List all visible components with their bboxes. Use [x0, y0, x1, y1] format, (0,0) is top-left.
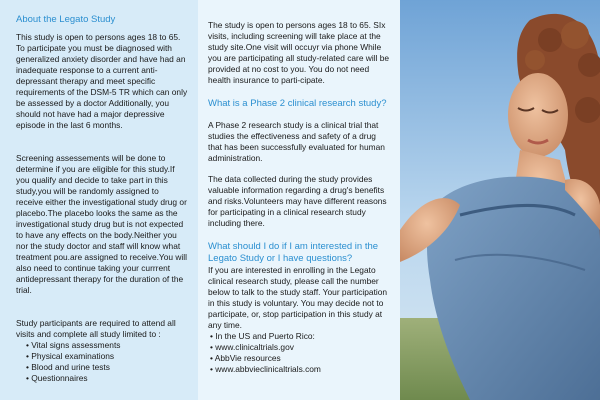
about-heading: About the Legato Study — [16, 14, 116, 25]
phase2-paragraph: A Phase 2 research study is a clinical trial that studies the effectiveness and safety of a drug that has been successfully evaluated for human administration. — [208, 120, 385, 163]
list-item: • www.clinicaltrials.gov — [210, 342, 294, 352]
list-item: • AbbVie resources — [210, 353, 281, 363]
list-item: • Questionnaires — [26, 373, 88, 383]
study-overview-paragraph: The study is open to persons ages 18 to 65. SIx visits, including screening will take place at the study site.One visit will occuyr via phone While you are participating all study-related care will be provided at no cost to you. You do not need health insurance to parti-cipate. — [208, 20, 390, 85]
list-item: • Vital signs assessments — [26, 340, 121, 350]
resources-list — [208, 331, 392, 375]
list-item: • In the US and Puerto Rico: — [210, 331, 315, 341]
eligibility-paragraph: This study is open to persons ages 18 to 65. To participate you must be diagnosed with generalized anxiety disorder and have had an inadequate response to a current anti-depressant therapy and meet specific requirements of the DSM-5 TR which can only be assessed by a doctor Additionally, you should not have had a major depressive episode in the last 6 months. — [16, 32, 188, 130]
screening-paragraph: Screening assessements will be done to determine if you are eligible for this study.If you qualify and decide to take part in this study,you will be randomly assigned to receive either the investigational study drug or placebo.The placebo looks the same as the investigational study drug but is not expected to have any effects on the body.Neither you nor the study doctor and staff will know what treatment pou.are assigned to receive.You will also need to continue taking your currrent antidepressant therapy for the duration of the trial. — [16, 153, 188, 295]
woman-hugging-photo — [400, 0, 600, 400]
enroll-paragraph: If you are interested in enrolling in the Legato clinical research study, please call the number below to talk to the study staff. Your participation in this study is voluntary. You may decide not to participate, or, stop participation in this study at any time. — [208, 265, 388, 330]
list-item: • Physical examinations — [26, 351, 115, 361]
procedures-list — [16, 340, 188, 384]
photo-panel — [400, 0, 600, 400]
middle-column — [198, 0, 400, 400]
data-paragraph: The data collected during the study provides valuable information regarding a drug's benefits and risks.Volunteers may have different reasons for participating in a clinical research study including there. — [208, 174, 387, 228]
visits-paragraph: Study participants are required to attend all visits and complete all study limited to : — [16, 318, 176, 339]
questions-heading: What should I do if I am interested in the Legato Study or I have questions? — [208, 241, 379, 264]
phase2-heading: What is a Phase 2 clinical research study? — [208, 98, 387, 109]
left-column — [0, 0, 198, 400]
list-item: • www.abbvieclinicaltrials.com — [210, 364, 321, 374]
list-item: • Blood and urine tests — [26, 362, 110, 372]
